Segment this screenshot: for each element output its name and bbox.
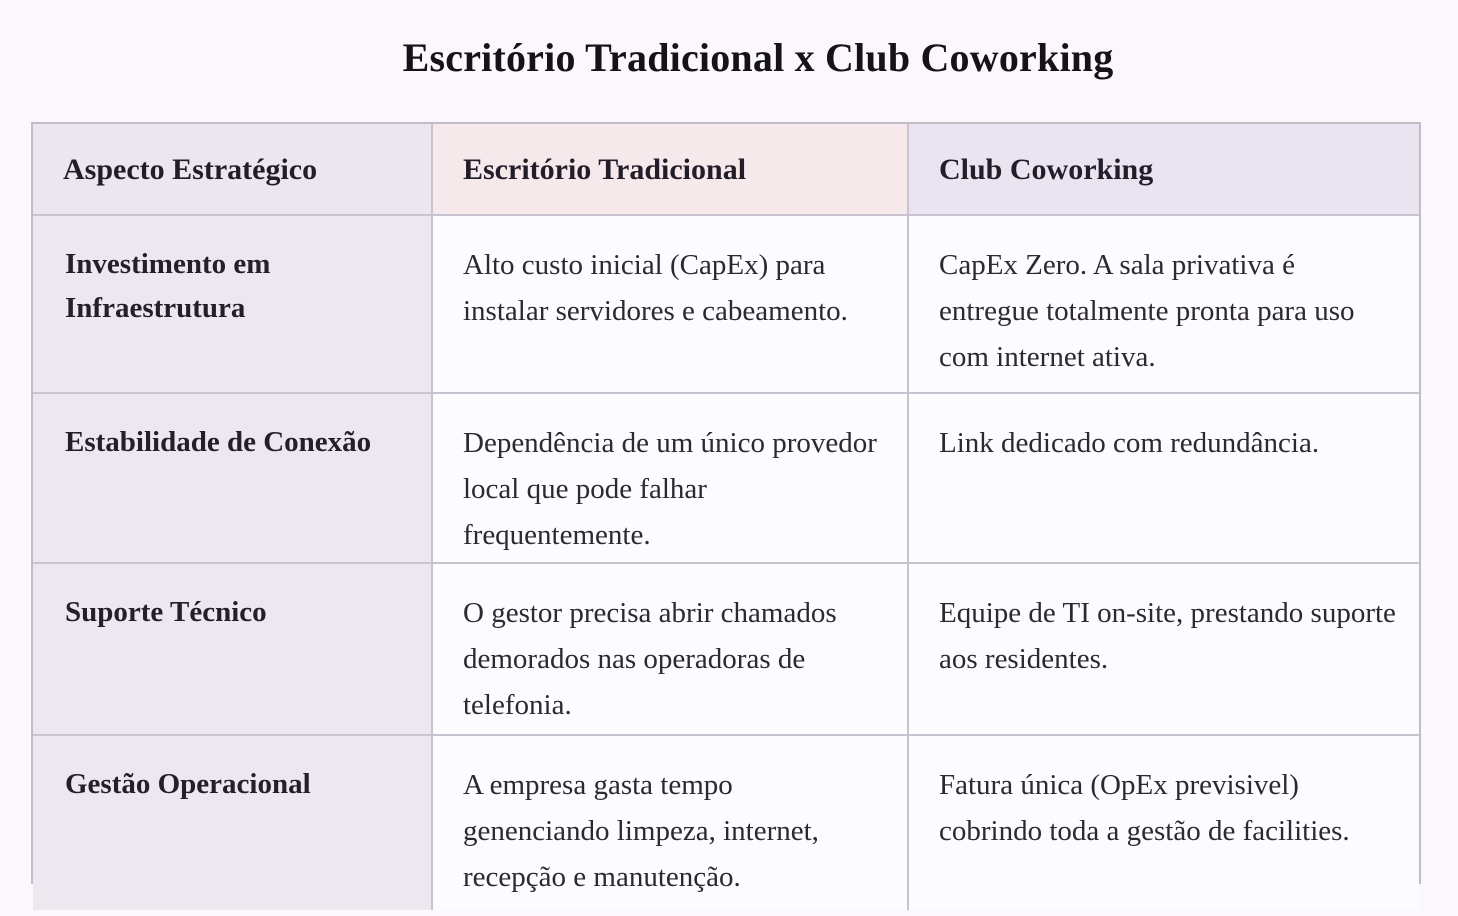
row-coworking-cell: Equipe de TI on-site, prestando suporte aos residentes. [909, 564, 1419, 736]
row-aspect-cell: Estabilidade de Conexão [33, 394, 433, 564]
row-coworking-cell: CapEx Zero. A sala privativa é entregue totalmente pronta para uso com internet ativa. [909, 216, 1419, 394]
row-traditional-cell: Alto custo inicial (CapEx) para instalar servidores e cabeamento. [433, 216, 909, 394]
row-traditional-cell: A empresa gasta tempo genenciando limpeza, internet, recepção e manutenção. [433, 736, 909, 910]
row-aspect-cell: Suporte Técnico [33, 564, 433, 736]
comparison-table [31, 122, 1421, 893]
table-header-aspect: Aspecto Estratégico [33, 124, 433, 216]
page-title: Escritório Tradicional x Club Coworking [402, 35, 1114, 80]
row-coworking-cell: Link dedicado com redundância. [909, 394, 1419, 564]
row-traditional-cell: O gestor precisa abrir chamados demorados nas operadoras de telefonia. [433, 564, 909, 736]
table-header-coworking: Club Coworking [909, 124, 1419, 216]
table-header-traditional: Escritório Tradicional [433, 124, 909, 216]
row-traditional-cell: Dependência de um único provedor local que pode falhar frequentemente. [433, 394, 909, 564]
row-coworking-cell: Fatura única (OpEx previsivel) cobrindo toda a gestão de facilities. [909, 736, 1419, 910]
row-aspect-cell: Gestão Operacional [33, 736, 433, 910]
row-aspect-cell: Investimento em Infraestrutura [33, 216, 433, 394]
